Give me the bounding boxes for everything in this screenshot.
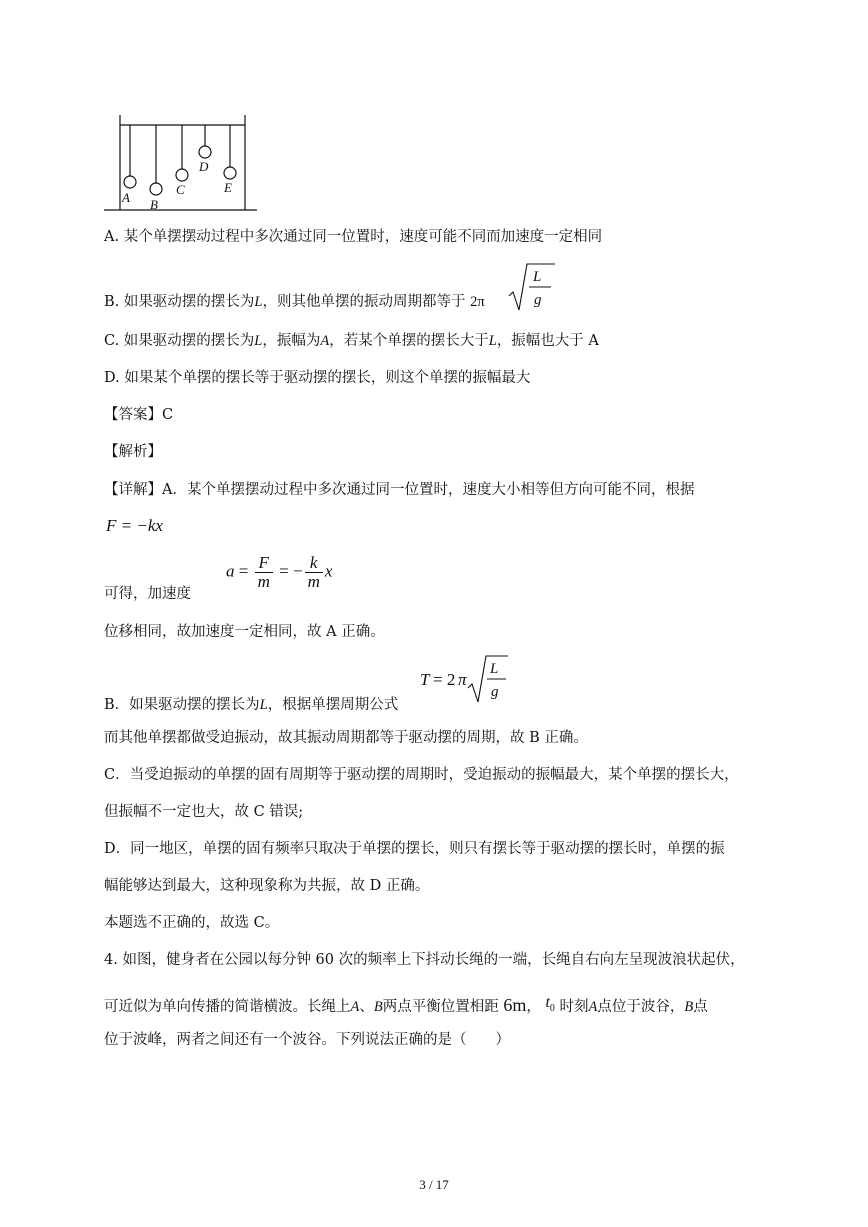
equation-hooke: F = −kx xyxy=(106,516,163,535)
q4-text-a: 可近似为单向传播的简谐横波。长绳上 xyxy=(104,999,351,1015)
option-b-prefix: B. 如果驱动摆的摆长为 xyxy=(104,294,255,310)
option-c-var-a: A xyxy=(320,333,330,349)
option-b-sqrt xyxy=(507,262,557,318)
detail-line-4: 而其他单摆都做受迫振动，故其振动周期都等于驱动摆的周期，故 B 正确。 xyxy=(104,730,588,746)
option-c-end: ，振幅也大于 A xyxy=(496,333,599,349)
pendulum-label-a: A xyxy=(122,190,130,205)
option-c-prefix: C. 如果驱动摆的摆长为 xyxy=(104,333,255,349)
equation-period xyxy=(420,654,510,710)
q4-time-var: t xyxy=(545,994,550,1011)
svg-text:L: L xyxy=(490,661,499,677)
q4-sep: 、 xyxy=(359,999,374,1015)
pendulum-label-c: C xyxy=(176,182,185,197)
detail-line-3 xyxy=(104,695,398,715)
option-b-var-l: L xyxy=(254,294,263,310)
detail-line-3-var-l: L xyxy=(259,697,268,713)
analysis-title: 【解析】 xyxy=(104,444,162,460)
detail-line-6: 但振幅不一定也大，故 C 错误; xyxy=(104,804,304,820)
answer: 【答案】C xyxy=(104,407,174,423)
option-c-mid2: ，若某个单摆的摆长大于 xyxy=(329,333,489,349)
pendulum-label-e: E xyxy=(224,180,232,195)
detail-line-3-end: ，根据单摆周期公式 xyxy=(267,697,399,713)
option-c-var-l: L xyxy=(254,333,263,349)
pendulum-label-b: B xyxy=(150,197,158,212)
detail-line-7: D．同一地区，单摆的固有频率只取决于单摆的摆长，则只有摆长等于驱动摆的摆长时，单摆的振 xyxy=(104,841,725,857)
option-d: D. 如果某个单摆的摆长等于驱动摆的摆长，则这个单摆的振幅最大 xyxy=(104,370,531,386)
q4-distance: 6m xyxy=(503,995,527,1015)
detail-line-1: 【详解】A．某个单摆摆动过程中多次通过同一位置时，速度大小相等但方向可能不同，根据 xyxy=(104,482,695,498)
detail-line-8: 幅能够达到最大，这种现象称为共振，故 D 正确。 xyxy=(104,878,430,894)
question-4-line-2 xyxy=(104,995,708,1023)
q4-text-c: ， xyxy=(526,999,541,1015)
option-c-mid1: ，振幅为 xyxy=(262,333,321,349)
pendulum-figure xyxy=(100,105,260,215)
detail-line-3-prefix: B．如果驱动摆的摆长为 xyxy=(104,697,260,713)
question-4-line-3: 位于波峰，两者之间还有一个波谷。下列说法正确的是（ ） xyxy=(104,1032,510,1048)
q4-point-a2: A xyxy=(588,999,598,1015)
option-c-var-l2: L xyxy=(488,333,497,349)
detail-line-2: 位移相同，故加速度一定相同，故 A 正确。 xyxy=(104,624,385,640)
svg-text:g: g xyxy=(534,292,542,308)
option-c xyxy=(104,331,599,351)
svg-text:L: L xyxy=(533,269,542,285)
option-b xyxy=(104,292,485,312)
option-b-mid: ，则其他单摆的振动周期都等于 xyxy=(262,294,466,310)
svg-text:= 2: = 2 xyxy=(433,670,456,689)
question-4-line-1: 4. 如图，健身者在公园以每分钟 60 次的频率上下抖动长绳的一端，长绳自右向左呈现波浪状起伏， xyxy=(104,952,745,968)
page-number: 3 / 17 xyxy=(419,1177,449,1192)
detail-line-5: C．当受迫振动的单摆的固有周期等于驱动摆的周期时，受迫振动的振幅最大，某个单摆的摆长大， xyxy=(104,767,739,783)
detail-accel-label: 可得，加速度 xyxy=(104,586,191,602)
svg-text:T: T xyxy=(420,670,430,689)
svg-text:g: g xyxy=(491,684,499,700)
q4-point-a: A xyxy=(350,999,360,1015)
q4-text-e: 点位于波谷， xyxy=(597,999,685,1015)
q4-text-f: 点 xyxy=(693,999,708,1015)
option-b-two-pi: 2π xyxy=(470,294,485,310)
detail-line-9: 本题选不正确的，故选 C。 xyxy=(104,915,280,931)
pendulum-label-d: D xyxy=(199,159,209,174)
svg-text:π: π xyxy=(458,670,467,689)
q4-point-b2: B xyxy=(684,999,694,1015)
equation-acceleration: a = $\frac{F}{m}$ = − $\frac{k}{m}$ x xyxy=(226,553,333,591)
q4-text-d: 时刻 xyxy=(559,999,589,1015)
option-a: A. 某个单摆摆动过程中多次通过同一位置时，速度可能不同而加速度一定相同 xyxy=(104,229,603,245)
q4-time-sub: 0 xyxy=(549,1002,555,1014)
q4-point-b: B xyxy=(373,999,383,1015)
q4-text-b: 两点平衡位置相距 xyxy=(382,999,499,1015)
